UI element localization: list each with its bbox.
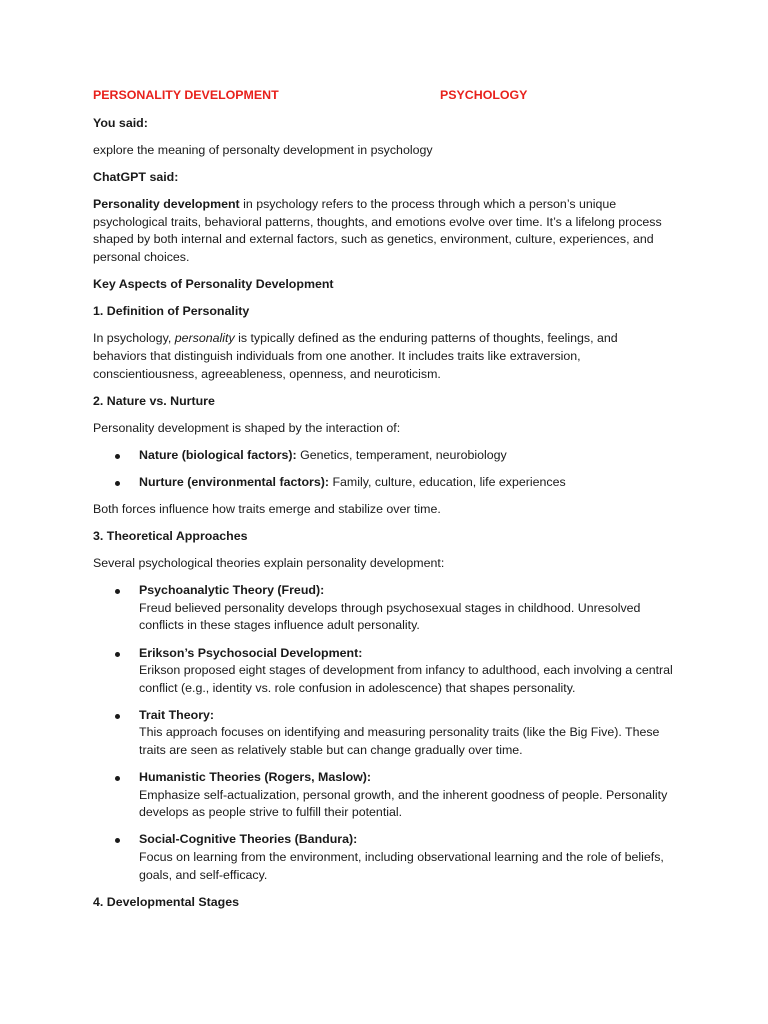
list-item-label: Psychoanalytic Theory (Freud): [139,583,325,598]
section2-heading: 2. Nature vs. Nurture [93,393,215,408]
list-item [93,645,673,698]
header-title: PERSONALITY DEVELOPMENT [93,88,279,102]
list-item-text: Focus on learning from the environment, including observational learning and the role of beliefs, goals, and self-efficacy. [139,850,664,882]
section1-paragraph [93,330,673,383]
section2-outro: Both forces influence how traits emerge and stabilize over time. [93,502,441,516]
list-item-label: Nurture (environmental factors): [139,474,330,489]
list-item-text: Genetics, temperament, neurobiology [296,447,507,462]
list-item-text: Erikson proposed eight stages of development from infancy to adulthood, each involving a central conflict (e.g., identity vs. role confusion in adolescence) that shapes personality. [139,663,673,695]
list-item-label: Erikson’s Psychosocial Development: [139,645,363,660]
section1-pre: In psychology, [93,331,175,346]
section3-intro: Several psychological theories explain personality development: [93,556,445,571]
section2-intro: Personality development is shaped by the interaction of: [93,420,401,435]
list-item-text: This approach focuses on identifying and measuring personality traits (like the Big Five). These traits are seen as relatively stable but can change gradually over time. [139,725,660,758]
user-prompt: explore the meaning of personalty development in psychology [93,143,433,158]
list-item [93,769,673,822]
intro-term: Personality development [93,197,240,212]
nature-nurture-list [93,447,673,492]
list-item-text: Family, culture, education, life experiences [329,474,566,489]
section4-heading: 4. Developmental Stages [93,894,239,909]
chatgpt-label: ChatGPT said: [93,170,179,185]
list-item-label: Humanistic Theories (Rogers, Maslow): [139,770,372,785]
section1-term: personality [174,331,235,346]
header-subject: PSYCHOLOGY [440,88,528,102]
section1-heading: 1. Definition of Personality [93,304,250,319]
section1-post: is typically defined as the enduring patterns of thoughts, feelings, and behaviors that distinguish individuals from one another. It includes traits like extraversion, conscientiousness, agreeableness, openness, and neuroticism. [93,331,618,381]
list-item-label: Social-Cognitive Theories (Bandura): [139,832,358,847]
document-body [93,87,673,921]
list-item [93,582,673,635]
intro-text: in psychology refers to the process through which a person’s unique psychological traits, behavioral patterns, thoughts, and emotions evolve over time. It’s a lifelong process shaped by both internal and external factors, such as genetics, environment, culture, experiences, and personal choices. [93,197,662,265]
theories-list [93,582,673,884]
list-item-text: Freud believed personality develops through psychosexual stages in childhood. Unresolved conflicts in these stages influence adult personality. [139,600,641,633]
document-header [93,87,673,105]
section3-heading: 3. Theoretical Approaches [93,529,248,544]
intro-paragraph [93,196,673,266]
list-item-text: Emphasize self-actualization, personal growth, and the inherent goodness of people. Personality develops as people strive to fulfill their potential. [139,787,668,820]
list-item [93,474,673,492]
list-item-label: Trait Theory: [139,707,215,722]
list-item [93,707,673,760]
key-aspects-heading: Key Aspects of Personality Development [93,277,334,292]
list-item [93,447,673,465]
you-said-label: You said: [93,116,148,130]
list-item [93,831,673,884]
list-item-label: Nature (biological factors): [139,447,297,462]
